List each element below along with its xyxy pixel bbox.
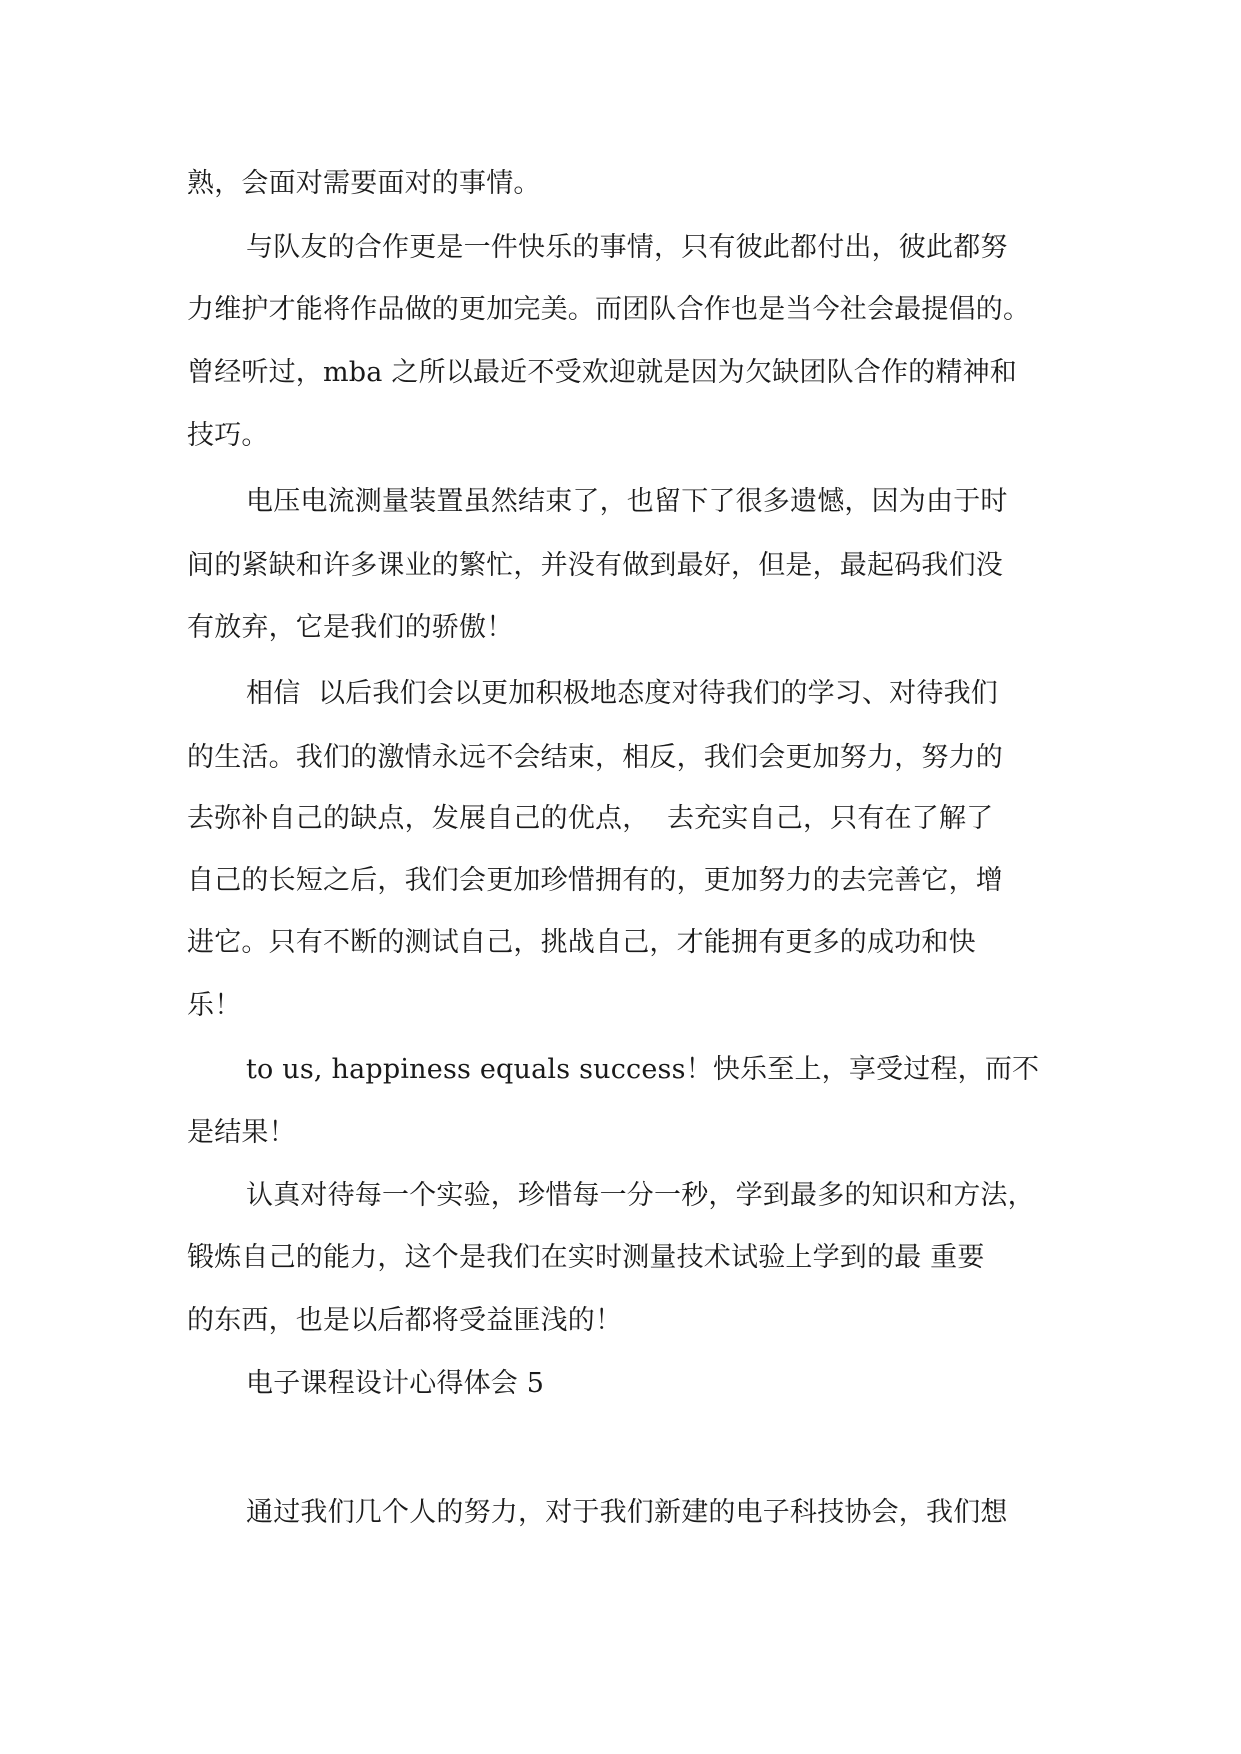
text-line: 熟，会面对需要面对的事情。 — [187, 168, 541, 199]
text-line: 自己的长短之后，我们会更加珍惜拥有的，更加努力的去完善它，增 — [187, 865, 1003, 896]
text-line: 相信 以后我们会以更加积极地态度对待我们的学习、对待我们 — [246, 678, 998, 709]
text-line: 是结果！ — [187, 1117, 296, 1148]
text-line: 曾经听过，mba 之所以最近不受欢迎就是因为欠缺团队合作的精神和 — [187, 357, 1017, 388]
text-line: 电压电流测量装置虽然结束了，也留下了很多遗憾，因为由于时 — [246, 486, 1008, 517]
text-line: 认真对待每一个实验，珍惜每一分一秒，学到最多的知识和方法， — [246, 1180, 1035, 1211]
text-line: 的生活。我们的激情永远不会结束，相反，我们会更加努力，努力的 — [187, 742, 1003, 773]
text-line: 的东西，也是以后都将受益匪浅的！ — [187, 1305, 623, 1336]
text-line: 间的紧缺和许多课业的繁忙，并没有做到最好，但是，最起码我们没 — [187, 550, 1003, 581]
text-line: 锻炼自己的能力，这个是我们在实时测量技术试验上学到的最 重要 — [187, 1242, 985, 1273]
text-line: 乐！ — [187, 990, 242, 1021]
text-line: to us, happiness equals success！快乐至上，享受过程，而不 — [246, 1054, 1040, 1085]
text-line: 有放弃，它是我们的骄傲！ — [187, 612, 514, 643]
section-heading: 电子课程设计心得体会 5 — [246, 1368, 545, 1399]
text-line: 去弥补自己的缺点，发展自己的优点， 去充实自己，只有在了解了 — [187, 803, 994, 834]
text-line: 与队友的合作更是一件快乐的事情，只有彼此都付出，彼此都努 — [246, 232, 1008, 263]
text-line: 通过我们几个人的努力，对于我们新建的电子科技协会，我们想 — [246, 1497, 1008, 1528]
text-line: 力维护才能将作品做的更加完美。而团队合作也是当今社会最提倡的。 — [187, 294, 1031, 325]
text-line: 进它。只有不断的测试自己，挑战自己，才能拥有更多的成功和快 — [187, 927, 976, 958]
text-line: 技巧。 — [187, 420, 269, 451]
